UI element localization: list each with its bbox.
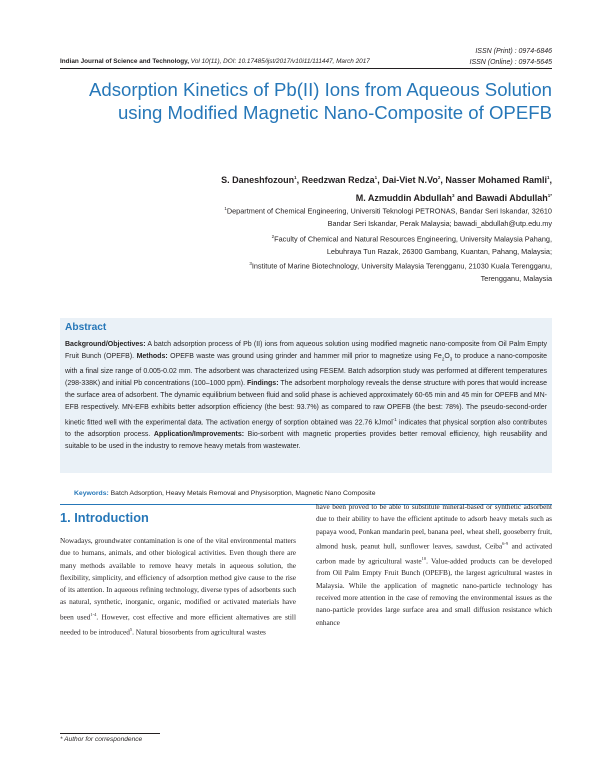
formula-subscript: 3	[449, 356, 453, 362]
citation-ref: 5	[129, 626, 133, 632]
abstract-body	[65, 339, 547, 454]
affiliation-3-cont: Terengganu, Malaysia	[480, 274, 552, 284]
affiliation-2-cont: Lebuhraya Tun Razak, 26300 Gambang, Kuantan, Pahang, Malaysia;	[326, 246, 552, 256]
journal-meta: Vol 10(11), DOI: 10.17485/ijst/2017/v10i11/111447, March 2017	[190, 58, 370, 65]
journal-name: Indian Journal of Science and Technology,	[60, 58, 190, 65]
body-text: have been proved to be able to substitute mineral-based or synthetic adsorbent due to their ability to have the efficient aptitude to adsorb heavy metals such as papaya wood, Ponkan mandarin peel, banana peel, wheat shell, gooseberry fruit, almond husk, peanut hull, sunflower leaves, sawdust, Ceiba	[316, 502, 552, 551]
body-text: Nowadays, groundwater contamination is one of the vital environmental matters due to humans, animals, and other biological activities. Even though there are many methods available to remove heavy metals in aqueous solution, the flexibility, simplicity, and efficiency of adsorption method give cause to the rise of its attention. In aqueous refining technology, diverse types of adsorbents such as natural, synthetic, inorganic, organic, modified or activated materials have been used	[60, 536, 296, 622]
affiliation-text: Faculty of Chemical and Natural Resources Engineering, University Malaysia Pahang,	[274, 234, 552, 244]
citation-ref: 6-9	[502, 540, 509, 546]
keywords-text: Batch Adsorption, Heavy Metals Removal and Physisorption, Magnetic Nano Composite	[108, 490, 376, 497]
issn-block	[470, 46, 553, 68]
author-separator: ,	[549, 175, 552, 185]
abstract-text: Bio-sorbent with magnetic properties provides better removal efficiency, high reusability and suitable to be used in the industry to remove heavy metals from wastewater.	[65, 431, 547, 451]
issn-print: ISSN (Print) : 0974-6846	[475, 48, 552, 55]
abstract-text: indicates that physical sorption also contributes to the adsorption process.	[65, 419, 548, 439]
body-text: . Value-added products can be developed from Oil Palm Empty Fruit Bunch (OPEFB), the largest agricultural wastes in Malaysia. While the application of magnetic nano-particle technology has received more attention in the case of removing the environmental issues as the nano-particle provides large surface area and small diffusion resistance which enhance	[316, 556, 552, 627]
paper-title: Adsorption Kinetics of Pb(II) Ions from Aqueous Solution using Modified Magnetic Nano-Composite of OPEFB	[88, 79, 552, 123]
footnote-divider	[60, 733, 160, 734]
affiliation-1	[82, 203, 552, 218]
affiliations	[82, 203, 552, 286]
affiliation-number: 2	[271, 233, 275, 239]
formula-text: O	[444, 353, 450, 361]
keywords-label: Keywords:	[74, 490, 109, 497]
citation-ref: 1-4	[90, 611, 97, 617]
section-heading-introduction: 1. Introduction	[60, 510, 149, 525]
affiliation-2	[82, 231, 552, 246]
abstract-label: Application/Improvements:	[153, 431, 245, 439]
unit-superscript: -1	[392, 416, 397, 422]
author-affiliation-mark: 3	[452, 193, 455, 198]
author-separator: ,	[377, 175, 383, 185]
footnote: * Author for correspondence	[60, 736, 143, 743]
abstract-text: to produce a nano-composite with a final size range of 0.005-0.02 mm. The adsorbent was characterized using FESEM. Batch adsorption study was performed at different temperatures (298-338K) and initial Pb concentrations (100–1000 ppm).	[65, 353, 547, 387]
author-affiliation-mark: 1*	[547, 193, 552, 198]
abstract-label: Findings:	[247, 379, 279, 387]
affiliation-1-cont: Bandar Seri Iskandar, Perak Malaysia; bawadi_abdullah@utp.edu.my	[327, 219, 552, 229]
author-name: M. Azmuddin Abdullah	[355, 193, 453, 203]
abstract-label: Methods:	[136, 353, 168, 361]
author-name: Nasser Mohamed Ramli	[445, 175, 547, 185]
author-name: S. Daneshfozoun	[221, 175, 295, 185]
author-name: Reedzwan Redza	[301, 175, 375, 185]
affiliation-text: Department of Chemical Engineering, Universiti Teknologi PETRONAS, Bandar Seri Iskandar, 32610	[226, 206, 552, 216]
affiliation-number: 3	[249, 261, 252, 267]
abstract-label: Background/Objectives:	[65, 341, 146, 348]
abstract-text: The adsorbent morphology reveals the dense structure with pores that would increase the surface area of adsorbent. The dynamic equilibrium between fluid and solid phase is achieved approximately 60-65 min and 45 min for OPEFB and MN-EFB respectively. MN-EFB exhibits better adsorption efficiency (the best: 93.7%) as compared to raw OPEFB (the best: 78%). The pseudo-second-order kinetic fitted well with the experimental data. The activation energy of sorption obtained was 22.76 kJmol	[65, 379, 547, 427]
affiliation-number: 1	[224, 206, 227, 211]
citation-ref: 10	[421, 555, 427, 561]
author-affiliation-mark: 1	[374, 175, 378, 180]
author-name: Dai-Viet N.Vo	[382, 175, 438, 185]
keywords-line	[74, 489, 544, 499]
issn-online: ISSN (Online) : 0974-5645	[469, 59, 552, 66]
affiliation-text: Institute of Marine Biotechnology, University Malaysia Terengganu, 21030 Kuala Terengganu,	[251, 261, 552, 271]
intro-column-right	[316, 501, 552, 629]
journal-citation	[60, 57, 370, 66]
author-name: Bawadi Abdullah	[475, 193, 548, 203]
author-affiliation-mark: 1	[294, 175, 297, 180]
author-separator: ,	[296, 175, 302, 185]
body-text: and activated carbon made by agricultural waste	[316, 541, 552, 566]
abstract-text: A batch adsorption process of Pb (II) ions from aqueous solution using modified magnetic nano-composite from Oil Palm Empty Fruit Bunch (OPEFB).	[65, 341, 547, 361]
author-separator: ,	[440, 175, 446, 185]
header-divider	[60, 68, 552, 69]
body-text: . Natural biosorbents from agricultural wastes	[132, 626, 266, 636]
formula-subscript: 2	[441, 356, 445, 362]
author-affiliation-mark: 1	[546, 175, 550, 180]
intro-column-left	[60, 535, 296, 638]
abstract-heading: Abstract	[65, 322, 107, 333]
abstract-text: OPEFB waste was ground using grinder and hammer mill prior to magnetize using Fe	[167, 353, 442, 361]
body-text: . However, cost effective and more efficient alternatives are still needed to be introduced	[60, 612, 296, 636]
affiliation-3	[82, 258, 552, 273]
author-list	[72, 170, 552, 206]
author-separator: and	[454, 193, 476, 203]
author-affiliation-mark: 2	[437, 175, 441, 180]
